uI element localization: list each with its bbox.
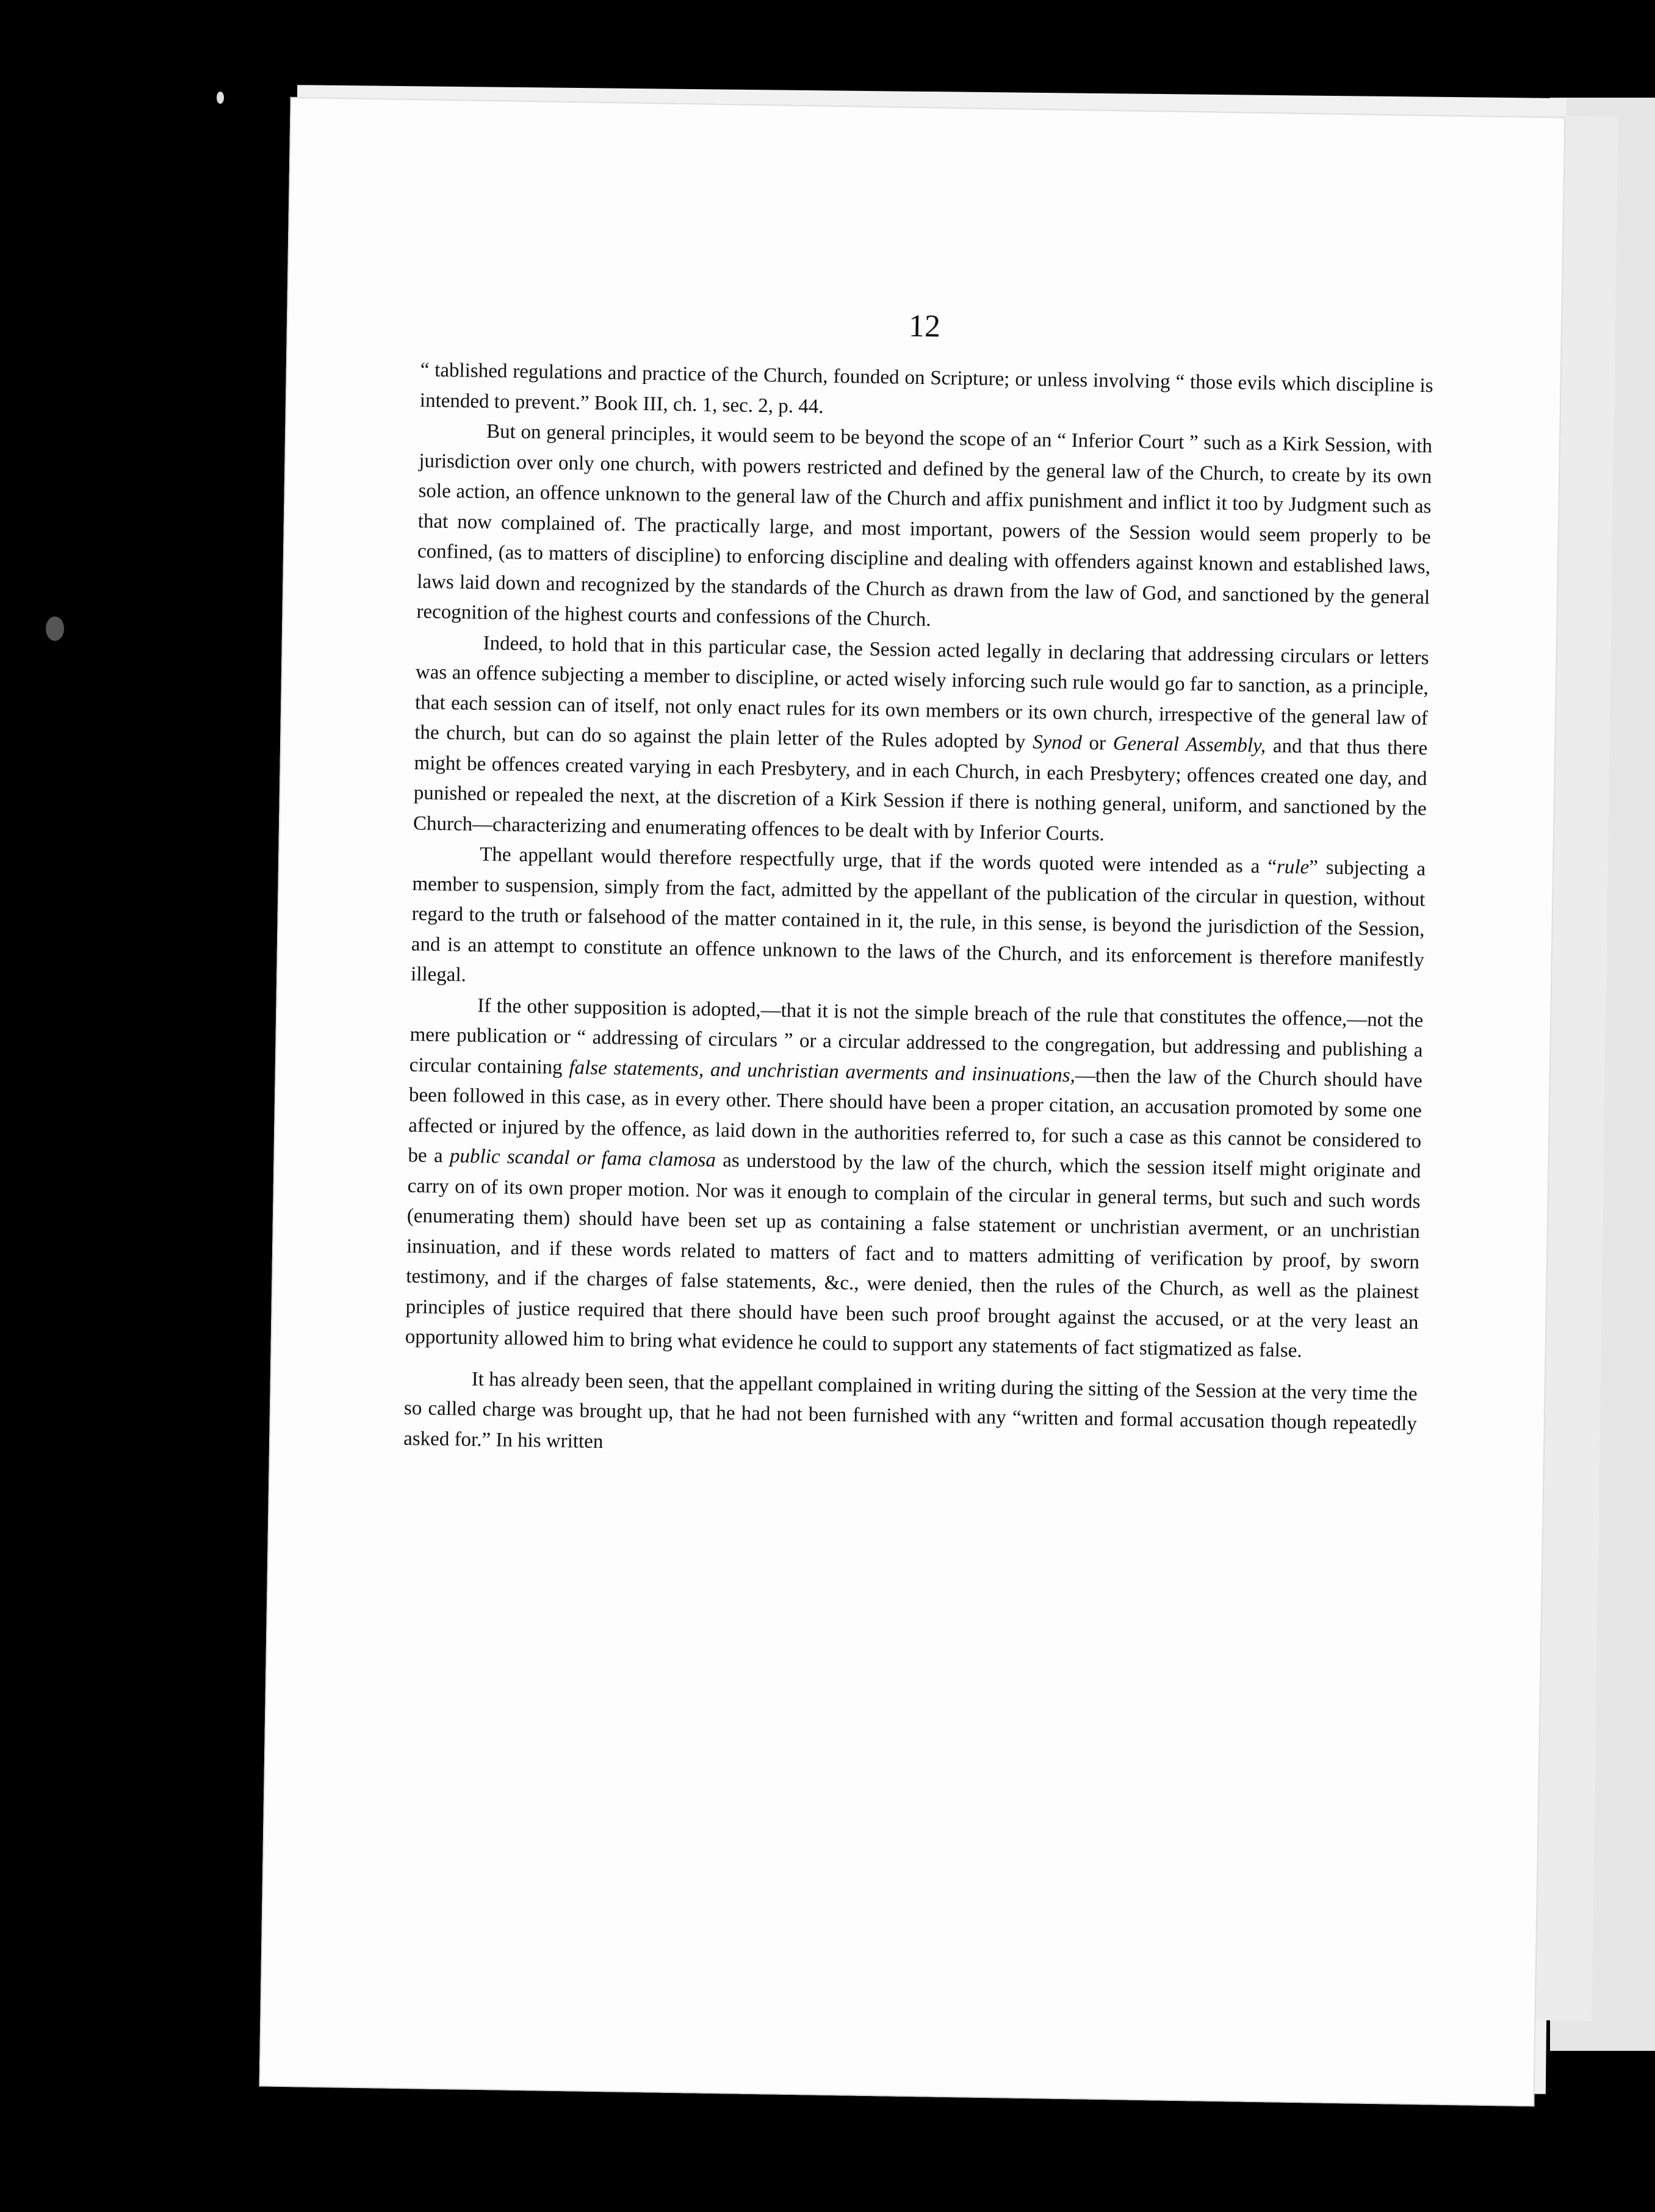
text-segment: But on general principles, it would seem to be beyond the scope of an “ Inferior Court ” such as a Kirk Session, with jurisdiction over only one church, with powers restricted and defined by the general law of the Church, to create by its own sole action, an offence unknown to the general law of the Church and affix punishment and inflict it too by Judgment such as that now complained of. The practically large, and most important, powers of the Session would seem properly to be confined, (as to matters of discipline) to enforcing discipline and dealing with offenders against known and established laws, laws laid down and recognized by the standards of the Church as drawn from the law of God, and sanctioned by the general recognition of the highest courts and confessions of the Church. xyxy=(416,420,1433,631)
italic-text: Synod xyxy=(1032,731,1083,754)
paragraph xyxy=(403,1363,1418,1470)
text-segment: ” subjecting a member to suspension, simply from the fact, admitted by the appellant of the publication of the circular in question, without regard to the truth or falsehood of the matter contained in it, the rule, in this sense, is beyond the jurisdiction of the Session, and is an attempt to constitute an offence unknown to the laws of the Church, and its enforcement is therefore manifestly illegal. xyxy=(410,856,1426,986)
text-segment: —then the law of the Church should have been followed in this case, as in every other. There should have been a proper citation, an accusation promoted by some one affected or injured by the offence, as laid down in the authorities referred to, for such a case as this cannot be considered to be a xyxy=(408,1064,1422,1168)
scan-speck xyxy=(46,616,64,641)
scan-speck xyxy=(217,92,224,104)
text-segment: The appellant would therefore respectfully urge, that if the words quoted were intended as a “ xyxy=(479,843,1277,878)
page-number: 12 xyxy=(908,308,941,344)
paragraph xyxy=(416,416,1432,643)
text-segment: “ tablished regulations and practice of the Church, founded on Scripture; or unless involving “ those evils which discipline is intended to prevent.” Book III, ch. 1, sec. 2, p. 44. xyxy=(419,359,1433,418)
body-text xyxy=(403,355,1433,1470)
paragraph xyxy=(413,627,1429,855)
italic-text: General Assembly, xyxy=(1112,732,1266,757)
paragraph xyxy=(405,990,1423,1368)
text-segment: as understood by the law of the church, which the session itself might originate and carry on of its own proper motion. Nor was it enough to complain of the circular in general terms, but such and such words (enumerating them) should have been set up as containing a false statement or unchristian averment, or an unchristian insinuation, and if these words related to matters of fact and to matters admitting of verification by proof, by sworn testimony, and if the charges of false statements, &c., were denied, then the rules of the Church, as well as the plainest principles of justice required that there should have been such proof brought against the accused, or at the very least an opportunity allowed him to bring what evidence he could to support any statements of fact stigmatized as false. xyxy=(405,1149,1421,1362)
text-segment: or xyxy=(1081,732,1114,755)
text-segment: It has already been seen, that the appellant complained in writing during the sitting of the Session at the very time the so called charge was brought up, that he had not been furnished with any “written and formal accusation though repeatedly asked for.” In his written xyxy=(403,1368,1418,1453)
italic-text: false statements, and unchristian averments and insinuations, xyxy=(569,1056,1076,1086)
paragraph xyxy=(411,839,1426,1006)
document-page xyxy=(259,97,1566,2106)
text-segment: If the other supposition is adopted,—that it is not the simple breach of the rule that constitutes the offence,—not the mere publication or “ addressing of circulars ” or a circular addressed to the congregation, but addressing and publishing a circular containing xyxy=(409,994,1424,1079)
italic-text: public scandal or fama clamosa xyxy=(449,1145,716,1171)
italic-text: rule xyxy=(1276,856,1310,879)
text-segment: and that thus there might be offences created varying in each Presbytery, and in each Church, in each Presbytery; offences created one day, and punished or repealed the next, at the discretion of a Kirk Session if there is nothing general, uniform, and sanctioned by the Church—characterizing and enumerating offences to be dealt with by Inferior Courts. xyxy=(413,735,1428,845)
text-segment: Indeed, to hold that in this particular case, the Session acted legally in declaring that addressing circulars or letters was an offence subjecting a member to discipline, or acted wisely inforcing such rule would go far to sanction, as a principle, that each session can of itself, not only enact rules for its own members or its own church, irrespective of the general law of the church, but can do so against the plain letter of the Rules adopted by xyxy=(414,632,1429,754)
